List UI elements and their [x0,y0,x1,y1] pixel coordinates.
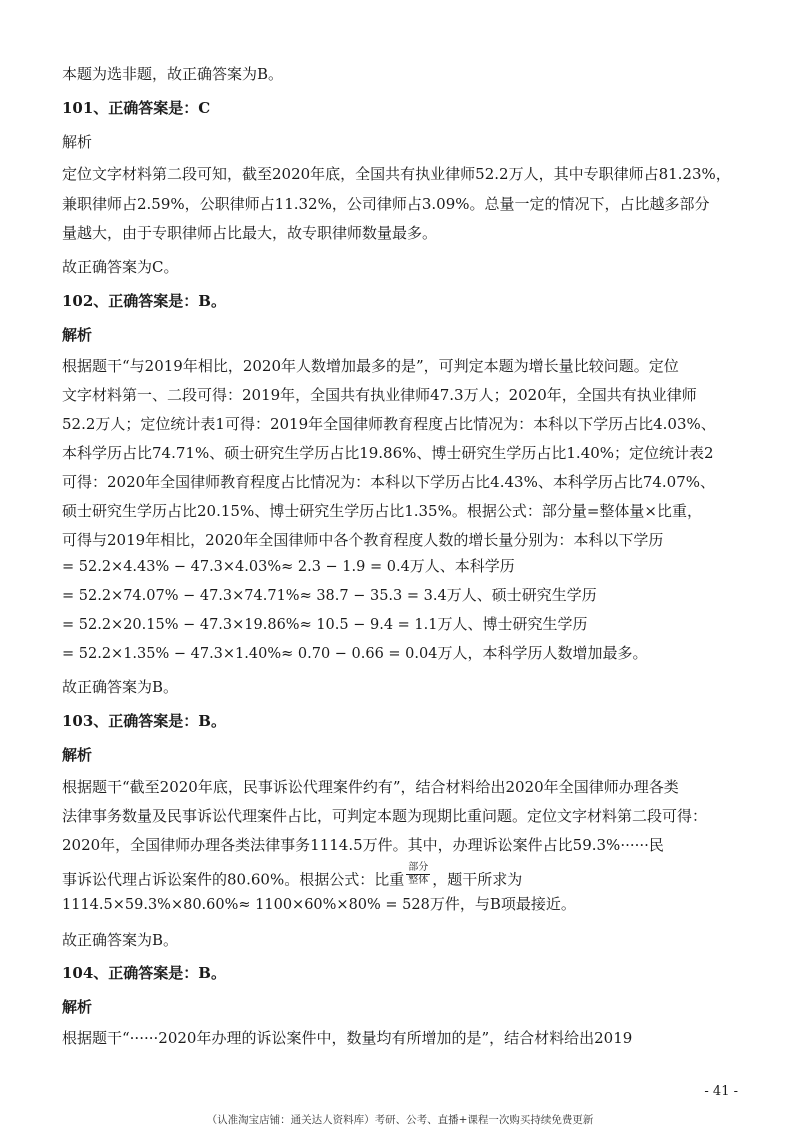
text-line: 可得：2020年全国律师教育程度占比情况为：本科以下学历占比4.43%、本科学历占比74.07%、 [62,473,716,491]
answer-heading-103: 103、正确答案是：B。 [62,712,226,730]
text-line: 故正确答案为B。 [62,678,179,696]
formula-line [62,893,576,916]
text-line: 文字材料第一、二段可得：2019年，全国共有执业律师47.3万人；2020年，全国共有执业律师 [62,386,697,404]
text-line: 根据题干“截至2020年底，民事诉讼代理案件约有”，结合材料给出2020年全国律师办理各类 [62,778,679,796]
formula-suffix: 万人、本科学历 [409,557,515,575]
analysis-label: 解析 [62,746,93,764]
text-line: 故正确答案为B。 [62,931,179,949]
formula-line [62,862,523,893]
answer-heading-102: 102、正确答案是：B。 [62,292,226,310]
formula: 1114.5×59.3%×80.60%≈ 1100×60%×80% = 528 [62,897,430,913]
formula-suffix: 万件，与B项最接近。 [429,895,576,913]
formula: = 52.2×1.35% − 47.3×1.40%≈ 0.70 − 0.66 = 0.04 [62,646,438,662]
text-segment: ，题干所求为 [432,870,523,889]
analysis-label: 解析 [62,326,93,344]
text-line: 本科学历占比74.71%、硕士研究生学历占比19.86%、博士研究生学历占比1.40%；定位统计表2 [62,444,714,462]
fraction-numerator: 部分 [408,862,429,873]
formula: = 52.2×74.07% − 47.3×74.71%≈ 38.7 − 35.3 = 3.4 [62,588,447,604]
formula: = 52.2×20.15% − 47.3×19.86%≈ 10.5 − 9.4 = 1.1 [62,617,438,633]
page-number: - 41 - [704,1084,738,1099]
formula-suffix: 万人、硕士研究生学历 [446,586,597,604]
text-line: 本题为选非题，故正确答案为B。 [62,65,284,83]
footer-text: （认准淘宝店铺：通关达人资料库）考研、公考、直播+课程一次购买持续免费更新 [206,1114,594,1126]
formula-line [62,642,648,665]
text-line: 硕士研究生学历占比20.15%、博士研究生学历占比1.35%。根据公式：部分量=整体量×比重， [62,502,702,520]
fraction [406,862,430,887]
formula-suffix: 万人，本科学历人数增加最多。 [437,644,648,662]
text-line: 2020年，全国律师办理各类法律事务1114.5万件。其中，办理诉讼案件占比59.3%······民 [62,836,664,854]
analysis-label: 解析 [62,998,93,1016]
fraction-denominator: 整体 [408,875,429,886]
text-line: 根据题干“与2019年相比，2020年人数增加最多的是”，可判定本题为增长量比较问题。定位 [62,357,679,375]
answer-heading-101: 101、正确答案是：C [62,99,211,117]
answer-heading-104: 104、正确答案是：B。 [62,964,226,982]
formula-line [62,613,588,636]
text-line: 可得与2019年相比，2020年全国律师中各个教育程度人数的增长量分别为：本科以下学历 [62,531,664,549]
text-segment: 事诉讼代理占诉讼案件的80.60%。根据公式：比重 [62,870,405,889]
formula-suffix: 万人、博士研究生学历 [437,615,588,633]
text-line: 故正确答案为C。 [62,258,179,276]
text-line: 兼职律师占2.59%，公职律师占11.32%，公司律师占3.09%。总量一定的情况下，占比越多部分 [62,195,710,213]
formula: = 52.2×4.43% − 47.3×4.03%≈ 2.3 − 1.9 = 0.4 [62,559,410,575]
text-line: 根据题干“······2020年办理的诉讼案件中，数量均有所增加的是”，结合材料给出2019 [62,1029,633,1047]
text-line: 法律事务数量及民事诉讼代理案件占比，可判定本题为现期比重问题。定位文字材料第二段可得： [62,807,708,825]
analysis-label: 解析 [62,133,93,151]
formula-line [62,584,597,607]
text-line: 52.2万人；定位统计表1可得：2019年全国律师教育程度占比情况为：本科以下学历占比4.03%、 [62,415,716,433]
text-line: 量越大，由于专职律师占比最大，故专职律师数量最多。 [62,224,438,242]
text-line: 定位文字材料第二段可知，截至2020年底，全国共有执业律师52.2万人，其中专职律师占81.23%， [62,165,731,183]
formula-line [62,555,515,578]
